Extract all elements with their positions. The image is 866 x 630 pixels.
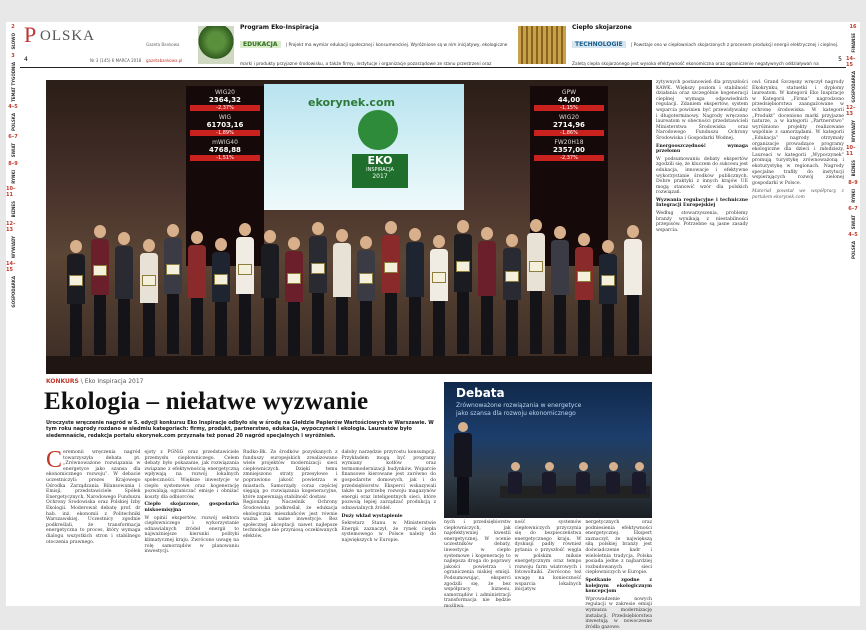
award-certificate: [238, 264, 252, 275]
sidebar-number[interactable]: 14–15: [846, 55, 856, 68]
laureate: [381, 221, 401, 358]
article-column: [515, 520, 582, 604]
laureate: [598, 240, 618, 358]
ticker-item: [190, 114, 260, 136]
award-certificate: [529, 261, 543, 272]
kicker-topic: \ Eko Inspiracja 2017: [80, 378, 144, 385]
debate-photo: [444, 382, 652, 518]
article-column: [342, 450, 437, 604]
article-headline: Ekologia – niełatwe wyzwanie: [44, 388, 369, 415]
sidebar-number[interactable]: 12–13: [6, 220, 16, 233]
article-footnote: Materiał powstał we współpracy z portalem ekorynek.com: [752, 189, 844, 200]
laureates-group: [60, 208, 650, 358]
panel-table: [500, 486, 650, 498]
sidebar-item[interactable]: POLSKA: [850, 240, 856, 259]
promo-title: Ciepło skojarzone: [572, 24, 632, 31]
paragraph: Sekretarz Stanu w Ministerstwie Energii zaznaczył, że rynek ciepła systemowego w Polsce należy do największych w Europie.: [341, 521, 436, 543]
sidebar-item[interactable]: BIZNES: [10, 201, 16, 218]
sidebar-item[interactable]: BIZNES: [850, 160, 856, 177]
paragraph: W podsumowaniu debaty ekspertów zgodzili się, że kluczem do sukcesu jest edukacja, innowacje i efektywne wykorzystanie środków publicznych. Dobre praktyki z innych krajów UE mogą stanowić wzór dla polskich rozwiązań.: [656, 156, 748, 196]
newspaper-spread: [6, 22, 860, 630]
article-column: [46, 447, 141, 604]
kicker-category[interactable]: KONKURS: [46, 378, 79, 385]
paragraph: dałoby narzędzie przyrostu konsumpcji. Przykładem mogą być programy wymiany kotłów oraz termomodernizacji budynków. Wsparcie finansowe kierowane jest zarówno do gospodarstw domowych, jak i do przedsiębiorstw. Eksperci wskazywali także na potrzebę rozwoju magazynów energii oraz inteligentnych sieci, które pozwolą lepiej zarządzać produkcją z odnawialnych źródeł.: [341, 450, 436, 511]
ticker-name: WIG20: [559, 114, 579, 121]
sidebar-number[interactable]: 10–11: [6, 186, 16, 199]
subheading: Wyzwania regulacyjne i techniczne Integracji Europejskiej: [656, 197, 748, 209]
promo-category: TECHNOLOGIE: [572, 41, 626, 48]
article-column: [752, 80, 844, 604]
standing-speaker: [450, 422, 476, 518]
laureate: [356, 236, 376, 358]
ticker-change: -1,15%: [534, 105, 604, 111]
ticker-change: -1,51%: [190, 155, 260, 161]
subheading: Duży wkład wystąpienie: [341, 513, 403, 519]
ticker-change: -2,37%: [534, 155, 604, 161]
award-certificate: [166, 264, 180, 275]
ticker-item: [190, 89, 260, 111]
wheat-image: [518, 26, 566, 64]
drop-cap: C: [46, 447, 63, 473]
sidebar-item[interactable]: GOSPODARKA: [850, 70, 856, 103]
ticker-value: 44,00: [557, 96, 581, 104]
paragraph: zytywnych postanowień dla przyszłości KAWK. Większy poziom i stabilność działania oraz szczególnie kogeneracji cieplnej wymaga odpowiednich regulacji. Zdaniem ekspertów, system wsparcia powinien być przewidywalny i długoterminowy. Nagrody wręczono laureatom w obecności przedstawicieli Ministerstwa Środowiska oraz Narodowego Funduszu Ochrony Środowiska i Gospodarki Wodnej.: [656, 80, 748, 141]
paragraph: ejoty z PGNiG oraz przedstawiciele przemysłu ciepłowniczego. Celem debaty było pokazanie, jak rozwiązania związane z efektywnością energetyczną wpływają na rozwój lokalnych społeczności. Większe inwestycje w ciepło systemowe oraz kogenerację pozwalają ograniczać emisje i obniżać koszty dla odbiorców.: [144, 450, 239, 500]
logo-text: INSPIRACJA: [366, 167, 394, 173]
laureate: [332, 229, 352, 358]
ticker-name: mWIG40: [212, 139, 238, 146]
laureate: [405, 228, 425, 358]
paragraph: eremonii wręczenia nagród towarzyszyła debata pt. „Zrównoważone rozwiązania w energetyce jako szansa dla ekonomicznego rozwoju”. W debacie uczestniczyli: prezes Krajowego Ośrodka Zarządzania Bilansowania i Emisji, przedstawiciele Spółek Energetycznych, Narodowego Funduszu Ochrony Środowiska oraz Polskiej Izby Ekologii. Moderował debatę prof. dr hab. inż. ekonomii z Politechniki Warszawskiej. Uczestnicy zgodnie podkreślali, że transformacja energetyczna to proces, który wymaga dialogu wszystkich stron i stabilnego otoczenia prawnego.: [46, 450, 141, 545]
award-certificate: [311, 263, 325, 274]
award-certificate: [214, 274, 228, 285]
sidebar-number[interactable]: 12–13: [846, 105, 856, 118]
laureate: [502, 234, 522, 358]
paragraph: Według stowarzyszenia, problemy branży wynikają z niestabilności przepisów. Potrzebne są jasne zasady wsparcia.: [656, 211, 748, 233]
ticker-name: FW20H18: [554, 139, 584, 146]
ticker-item: [534, 114, 604, 136]
sidebar-number[interactable]: 16: [849, 24, 857, 30]
sidebar-number[interactable]: 4–5: [848, 231, 858, 238]
panelist: [576, 462, 590, 494]
right-columns: [656, 80, 844, 604]
sidebar-number[interactable]: 6–7: [848, 205, 858, 212]
promo-text: | Projekt ma wymiar edukacji społecznej i konsumenckiej. Wyróżnione są w nim inicjatywy, ekologiczne marki i produkty przyjazne środowisku, a także firmy, instytucje i organizacje pozarządowe ze stanu przestrzeni oraz: [240, 43, 508, 67]
sidebar-number[interactable]: 8–9: [8, 160, 18, 167]
paragraph: Regionalny Naczelnik Ochrony Środowiska podkreślał, że edukacja ekologiczna mieszkańców jest równie ważna jak same inwestycje. Bez społecznej akceptacji nawet najlepsze technologie nie przyniosą oczekiwanych efektów.: [243, 500, 338, 539]
panelist: [508, 462, 522, 494]
promo-right: [568, 22, 846, 67]
article-column: [585, 520, 653, 630]
award-certificate: [142, 275, 156, 286]
laureate: [66, 240, 86, 358]
laureate: [526, 219, 546, 358]
sidebar-item[interactable]: WYWIADY: [10, 235, 16, 259]
sidebar-item[interactable]: WYWIADY: [850, 120, 856, 143]
subheading: Energooszczędność wymaga przełomu: [656, 143, 748, 155]
eko-inspiracja-logo: [352, 154, 408, 188]
panelist: [542, 462, 556, 494]
publisher-url[interactable]: gazetabankowa.pl: [146, 58, 183, 63]
ticker-name: WIG: [218, 114, 232, 121]
paragraph: nergetycznych oraz podniesienia efektywności energetycznej. Ekspert zaznaczył, że największą siłą polskiej branży jest doświadczenie kadr i wieloletnia tradycja. Polska posiada jedne z najbardziej rozbudowanych sieci ciepłowniczych w Europie.: [585, 520, 653, 576]
ticker-name: GPW: [561, 89, 577, 96]
sidebar-number[interactable]: 14–15: [6, 261, 16, 274]
screen-brand: ekorynek.com: [308, 96, 395, 109]
logo-text: EKO: [367, 154, 393, 167]
sidebar-item[interactable]: TEMAT TYGODNIA: [10, 61, 16, 102]
laureate: [550, 226, 570, 358]
ticker-value: 4768,88: [209, 146, 241, 154]
paragraph: W opinii ekspertów, rozwój sektora ciepłowniczego i wykorzystanie odnawialnych źródeł energii to najważniejsze kierunki polityki klimatycznej kraju. Zwrócono uwagę na rolę samorządów w planowaniu inwestycji.: [144, 515, 239, 555]
publisher-logo: Gazeta Bankowa: [146, 42, 180, 47]
award-certificate: [601, 275, 615, 286]
paragraph: ność systemów ciepłowniczych przyczynia się do bezpieczeństwa energetycznego kraju. W dyskusji padły również pytania o przyszłość węgla w polskim miksie energetycznym oraz tempo rozwoju farm wiatrowych i fotowoltaiki. Zwrócono też uwagę na konieczność wsparcia lokalnych inicjatyw.: [514, 520, 582, 593]
sidebar-number[interactable]: 6–7: [8, 134, 18, 141]
sidebar-item[interactable]: ŚWIAT: [850, 214, 856, 229]
tree-image: [198, 26, 234, 64]
section-title: OLSKA: [40, 28, 96, 44]
ticker-value: 2364,32: [209, 96, 241, 104]
award-certificate: [505, 271, 519, 282]
laureate: [235, 223, 255, 358]
sidebar-number[interactable]: 4–5: [8, 104, 18, 111]
article-column: [145, 450, 240, 604]
laureate: [187, 231, 207, 358]
laureate: [429, 235, 449, 358]
article-body: [46, 447, 436, 604]
sidebar-item[interactable]: SŁOWO: [10, 33, 16, 50]
laureate: [211, 238, 231, 358]
ticker-change: -1,86%: [534, 130, 604, 136]
award-certificate: [432, 272, 446, 283]
ticker-name: WIG20: [215, 89, 235, 96]
sidebar-item[interactable]: GOSPODARKA: [10, 276, 16, 308]
paragraph: nych i przedsiębiorstw ciepłowniczych, jak najefektywniej kwestii energetycznej. W ocenie uczestników debaty, inwestycje w ciepło systemowe i kogenerację to najlepsza droga do poprawy jakości powietrza i ograniczenia niskiej emisji. Podsumowując, eksperci zgodzili się, że bez współpracy biznesu, samorządów i administracji transformacja nie będzie możliwa.: [444, 520, 511, 609]
laureate: [453, 220, 473, 358]
promo-text: | Powstaje ono w ciepłowniach skojarzonych z procesem produkcji energii elektrycznej i cieplnej. Zaletą ciepła skojarzonego jest wysoka efektywność ekonomiczna oraz ograniczenie negatywnych oddziaływań na: [572, 43, 839, 67]
laureate: [308, 222, 328, 358]
sidebar-item[interactable]: POLSKA: [10, 113, 16, 132]
tree-logo-icon: [358, 110, 398, 150]
debate-screen-subtitle: Zrównoważone rozwiązania w energetyce: [456, 402, 582, 409]
debate-screen-subtitle: jako szansa dla rozwoju ekonomicznego: [456, 410, 576, 417]
article-column: [656, 80, 748, 604]
sidebar-number[interactable]: 8–9: [848, 179, 858, 186]
masthead: [20, 22, 198, 67]
ticker-item: [190, 139, 260, 161]
laureate: [574, 233, 594, 358]
laureate: [477, 227, 497, 358]
paragraph: owl. Grand Szczęsny wręczył nagrody Ekokrynku, statuetki i dyplomy laureatom. W kategorii Eko Inspiracje w Kategorii „Firma” nagrodzono przedsiębiorstwa zaangażowane w ochronę środowiska. W kategorii „Produkt” doceniono marki przyjazne naturze, a w kategorii „Partnerstwo” wyróżniono projekty realizowane wspólnie z samorządami. W kategorii „Edukacja” nagrody otrzymały organizacje prowadzące programy ekologiczne dla dzieci i młodzieży. Laureaci w kategorii „Wypoczynek” promują turystykę zrównoważoną i ekoturystykę w regionach. Nagrody specjalne trafiły do instytucji wspierających rozwój zielonej gospodarki w Polsce.: [752, 80, 844, 186]
promo-title: Program Eko-Inspiracja: [240, 24, 319, 31]
logo-text: 2017: [372, 173, 388, 180]
laureate: [260, 230, 280, 358]
ticker-item: [534, 139, 604, 161]
award-certificate: [359, 273, 373, 284]
sidebar-item[interactable]: ŚWIAT: [10, 143, 16, 158]
article-lead: Uroczyste wręczenie nagród w 5. edycji konkursu Eko Inspiracje odbyło się w środę na Giełdzie Papierów Wartościowych w Warszawie. W tym roku nagrody rozdano w siedmiu kategoriach: firmy, produkt, partnerstwo, edukacja, wypoczynek i ekologia. Laureatów było siedemnaście, redakcja portalu ekorynek.com przyznała też ponad 20 nagród specjalnych i wyróżnień.: [46, 420, 434, 439]
panelist: [606, 462, 620, 494]
article-column: [243, 450, 338, 604]
page-number-left: 4: [24, 56, 28, 63]
ticker-change: -1,89%: [190, 130, 260, 136]
laureate: [284, 237, 304, 358]
award-certificate: [384, 262, 398, 273]
paragraph: Wprowadzenie nowych regulacji w zakresie emisji wymusza modernizację instalacji. Przedsiębiorstwa inwestują w nowoczesne źródła gazowe.: [585, 596, 653, 630]
debate-screen-title: Debata: [456, 386, 505, 400]
subheading: Ciepło skojarzone, gospodarka niskoemisyjna: [144, 502, 239, 513]
section-initial: P: [24, 22, 37, 47]
promo-category: EDUKACJA: [240, 41, 281, 48]
ticker-value: 2714,96: [553, 121, 585, 129]
subheading: Spotkanie zgodne z kolejnym ekologicznym koncepcjom: [585, 577, 653, 595]
promo-left: [236, 22, 514, 67]
award-certificate: [577, 271, 591, 282]
laureate: [139, 239, 159, 358]
ticker-item: [534, 89, 604, 111]
ticker-value: 2357,00: [553, 146, 585, 154]
sidebar-number[interactable]: 10–11: [846, 145, 856, 158]
article-body-continued: [444, 520, 653, 630]
page-number-right: 5: [838, 56, 842, 63]
sidebar-left: [6, 22, 20, 606]
laureate: [163, 224, 183, 358]
award-certificate: [287, 273, 301, 284]
panelist: [632, 462, 646, 494]
sidebar-right: [846, 22, 860, 606]
sidebar-number[interactable]: 3: [11, 52, 15, 59]
laureate: [90, 225, 110, 358]
ticker-value: 61703,16: [206, 121, 244, 129]
article-column: [444, 520, 511, 609]
laureate: [114, 232, 134, 358]
award-certificate: [93, 265, 107, 276]
laureate: [623, 225, 643, 358]
award-certificate: [69, 275, 83, 286]
issue-date: Nr 3 (145) 6 MARCA 2018: [90, 58, 142, 63]
main-photo: [46, 80, 652, 374]
award-certificate: [456, 261, 470, 272]
sidebar-item[interactable]: FINANSE: [850, 33, 856, 53]
article-kicker: [46, 378, 143, 385]
sidebar-item[interactable]: RYNKI: [850, 188, 856, 203]
paragraph: Rudko-Iłk. Ze środków pozyskanych z funduszy europejskich zrealizowano wiele projektów modernizacji sieci ciepłowniczych. Dzięki temu zmniejszono straty przesyłowe i poprawiono jakość powietrza w miastach. Samorządy coraz częściej sięgają po rozwiązania kogeneracyjne, które zapewniają stabilność dostaw.: [243, 450, 338, 500]
stage-screen: [264, 84, 464, 210]
sidebar-number[interactable]: 2: [11, 24, 15, 30]
page-header: [20, 22, 846, 68]
ticker-change: -2,37%: [190, 105, 260, 111]
sidebar-item[interactable]: RYNKI: [10, 169, 16, 184]
stage-floor: [46, 356, 652, 374]
